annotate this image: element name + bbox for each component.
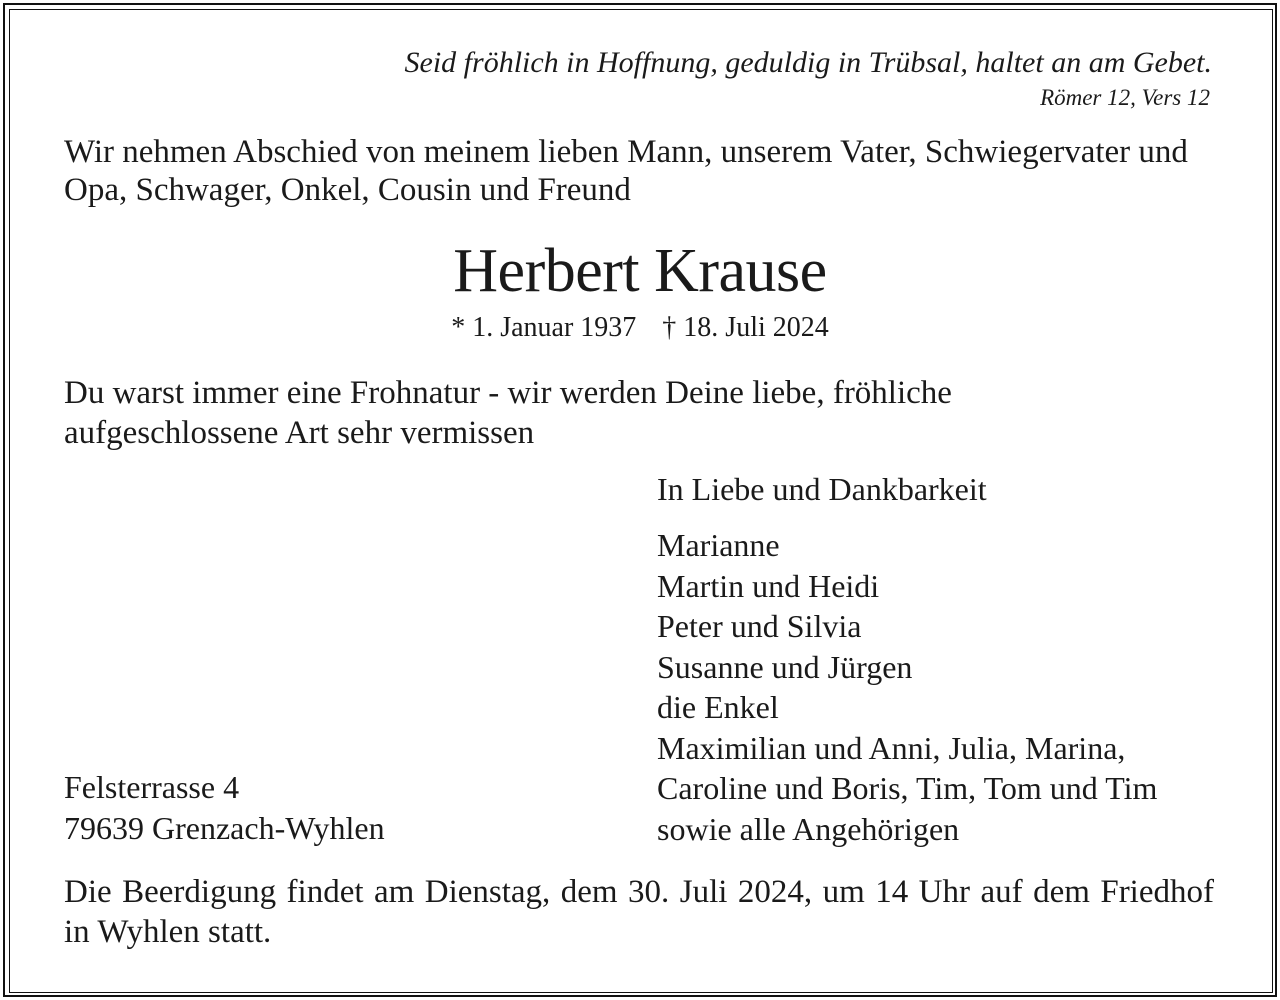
death-date: † 18. Juli 2024 [662,312,829,343]
family-list [657,525,1157,849]
family-member: Martin und Heidi [657,567,880,604]
deceased-name: Herbert Krause [453,237,827,305]
intro-text: Wir nehmen Abschied von meinem lieben Mann, unserem Vater, Schwiegervater und Opa, Schwager, Onkel, Cousin und Freund [64,134,1188,208]
family-member: Marianne [657,527,780,563]
family-member: sowie alle Angehörigen [657,810,960,847]
family-member: Caroline und Boris, Tim, Tom und Tim [657,770,1158,806]
address-block [64,767,385,848]
life-dates [0,312,1280,344]
birth-date: * 1. Januar 1937 [451,312,637,343]
family-member: Maximilian und Anni, Julia, Marina, [657,729,1126,766]
address-street: Felsterrasse 4 [64,769,240,805]
family-member: Peter und Silvia [657,608,862,644]
funeral-notice: Die Beerdigung findet am Dienstag, dem 30. Juli 2024, um 14 Uhr auf dem Friedhof in Wyhlen statt. [64,874,1214,950]
tribute-text: Du warst immer eine Frohnatur - wir werden Deine liebe, fröhliche aufgeschlossene Art sehr vermissen [64,375,952,451]
family-member: die Enkel [657,689,779,725]
bible-reference: Römer 12, Vers 12 [1040,85,1210,110]
address-city: 79639 Grenzach-Wyhlen [64,809,385,846]
bible-quote: Seid fröhlich in Hoffnung, geduldig in Trübsal, haltet an am Gebet. [404,46,1212,79]
closing-line: In Liebe und Dankbarkeit [657,471,987,507]
family-member: Susanne und Jürgen [657,648,913,685]
